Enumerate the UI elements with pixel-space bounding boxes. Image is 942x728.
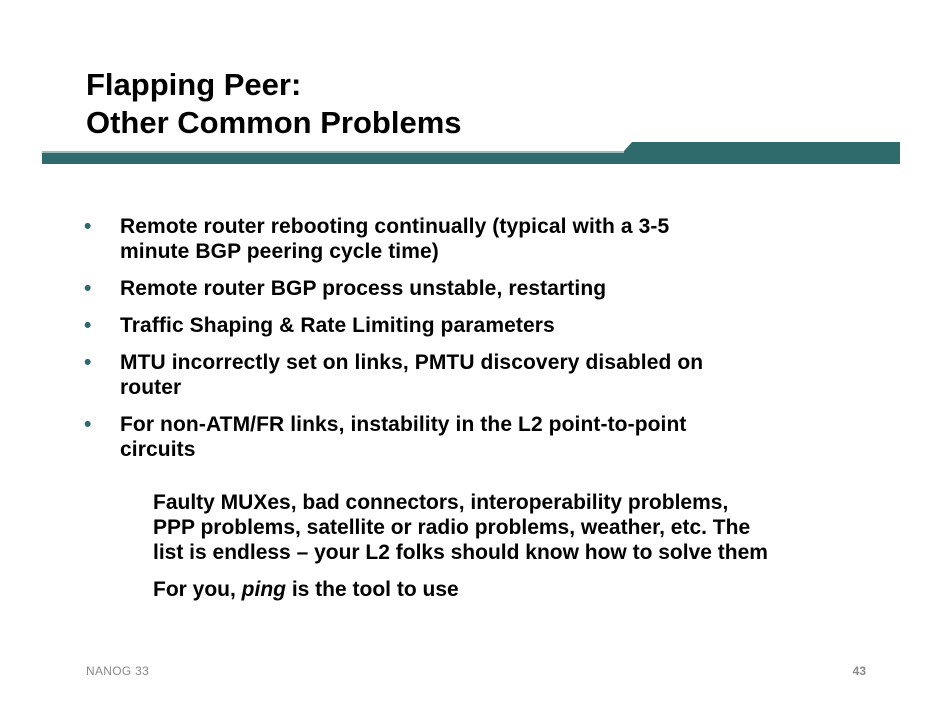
bullet-item (84, 313, 884, 338)
bullet-text: Remote router rebooting continually (typical with a 3-5 minute BGP peering cycle time) (120, 215, 670, 263)
sub-bullet-item (153, 577, 873, 602)
bullet-marker-icon: • (84, 215, 92, 238)
title-divider-raised-segment (624, 142, 900, 151)
slide-title-line-1: Flapping Peer: (86, 67, 302, 102)
bullet-text: MTU incorrectly set on links, PMTU discovery disabled on router (120, 351, 704, 399)
bullet-list (84, 214, 884, 474)
bullet-item (84, 412, 884, 462)
title-divider-bar (42, 142, 900, 164)
title-divider-highlight (42, 151, 624, 153)
page-number: 43 (852, 664, 866, 678)
footer-label: NANOG 33 (86, 664, 150, 678)
bullet-marker-icon: • (84, 413, 92, 436)
sub-bullet-prefix: For you, (153, 578, 242, 601)
slide-title-line-2: Other Common Problems (86, 105, 462, 140)
bullet-marker-icon: • (84, 351, 92, 374)
bullet-text: Remote router BGP process unstable, restarting (120, 277, 607, 300)
sub-bullet-suffix: is the tool to use (286, 578, 459, 601)
sub-bullet-emphasis: ping (241, 578, 286, 601)
sub-bullet-item: Faulty MUXes, bad connectors, interoperability problems, PPP problems, satellite or radio problems, weather, etc. The list is endless – your L2 folks should know how to solve them (153, 491, 768, 564)
slide-title (86, 66, 462, 142)
bullet-marker-icon: • (84, 314, 92, 337)
bullet-text: For non-ATM/FR links, instability in the L2 point-to-point circuits (120, 413, 687, 461)
sub-bullet-list (153, 490, 873, 614)
bullet-text: Traffic Shaping & Rate Limiting parameters (120, 314, 555, 337)
bullet-item (84, 350, 884, 400)
bullet-marker-icon: • (84, 277, 92, 300)
bullet-item (84, 214, 884, 264)
bullet-item (84, 276, 884, 301)
